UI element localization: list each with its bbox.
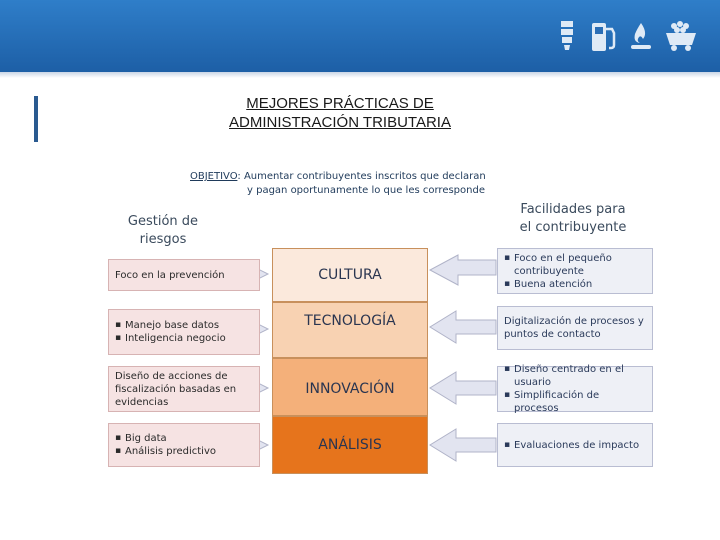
left-box-2-item-2: ▪ Inteligencia negocio [115, 332, 226, 345]
objective-label: OBJETIVO [190, 171, 238, 182]
stack-tecnologia [272, 302, 428, 358]
right-arrow-2 [430, 311, 496, 343]
left-heading-line-2: riesgos [139, 232, 187, 247]
stack-innovacion [272, 358, 428, 416]
left-box-1-text: Foco en la prevención [115, 269, 225, 281]
stack-analisis-label: ANÁLISIS [318, 437, 382, 453]
right-box-1-item-2: ▪ Buena atención [504, 278, 646, 291]
right-heading-line-2: el contribuyente [519, 220, 627, 235]
right-arrow-4 [430, 429, 496, 461]
title-line-1: MEJORES PRÁCTICAS DE [246, 95, 434, 112]
right-box-4-item-1: ▪ Evaluaciones de impacto [504, 439, 639, 452]
stack-cultura-label: CULTURA [318, 267, 382, 283]
right-box-taxpayer [497, 248, 653, 294]
right-arrow-1 [430, 255, 496, 285]
right-box-design [497, 366, 653, 412]
right-box-1-item-1: ▪ Foco en el pequeño contribuyente [504, 252, 646, 278]
left-box-analytics [108, 423, 260, 467]
stack-analisis [272, 416, 428, 474]
left-box-data [108, 309, 260, 355]
objective-line-1: : Aumentar contribuyentes inscritos que declaran [237, 171, 486, 182]
left-box-4-item-1: ▪ Big data [115, 432, 216, 445]
stack-innovacion-label: INNOVACIÓN [305, 381, 395, 397]
right-arrow-3 [430, 372, 496, 404]
right-heading-line-1: Facilidades para [520, 202, 626, 217]
right-box-3-item-2: ▪ Simplificación de procesos [504, 389, 646, 415]
left-box-2-item-1: ▪ Manejo base datos [115, 319, 226, 332]
right-box-2-text: Digitalización de procesos y puntos de contacto [504, 316, 644, 340]
stack-tecnologia-label: TECNOLOGÍA [304, 313, 396, 329]
left-box-prevention [108, 259, 260, 291]
left-box-3-text: Diseño de acciones de fiscalización basadas en evidencias [115, 370, 237, 408]
right-box-digitalization [497, 306, 653, 350]
right-box-3-item-1: ▪ Diseño centrado en el usuario [504, 363, 646, 389]
right-box-impact [497, 423, 653, 467]
stack-cultura [272, 248, 428, 302]
title-line-2: ADMINISTRACIÓN TRIBUTARIA [229, 114, 451, 131]
objective-line-2: y pagan oportunamente lo que les corresponde [247, 185, 485, 196]
left-box-4-item-2: ▪ Análisis predictivo [115, 445, 216, 458]
left-box-fiscalization [108, 366, 260, 412]
left-heading-line-1: Gestión de [127, 214, 199, 229]
